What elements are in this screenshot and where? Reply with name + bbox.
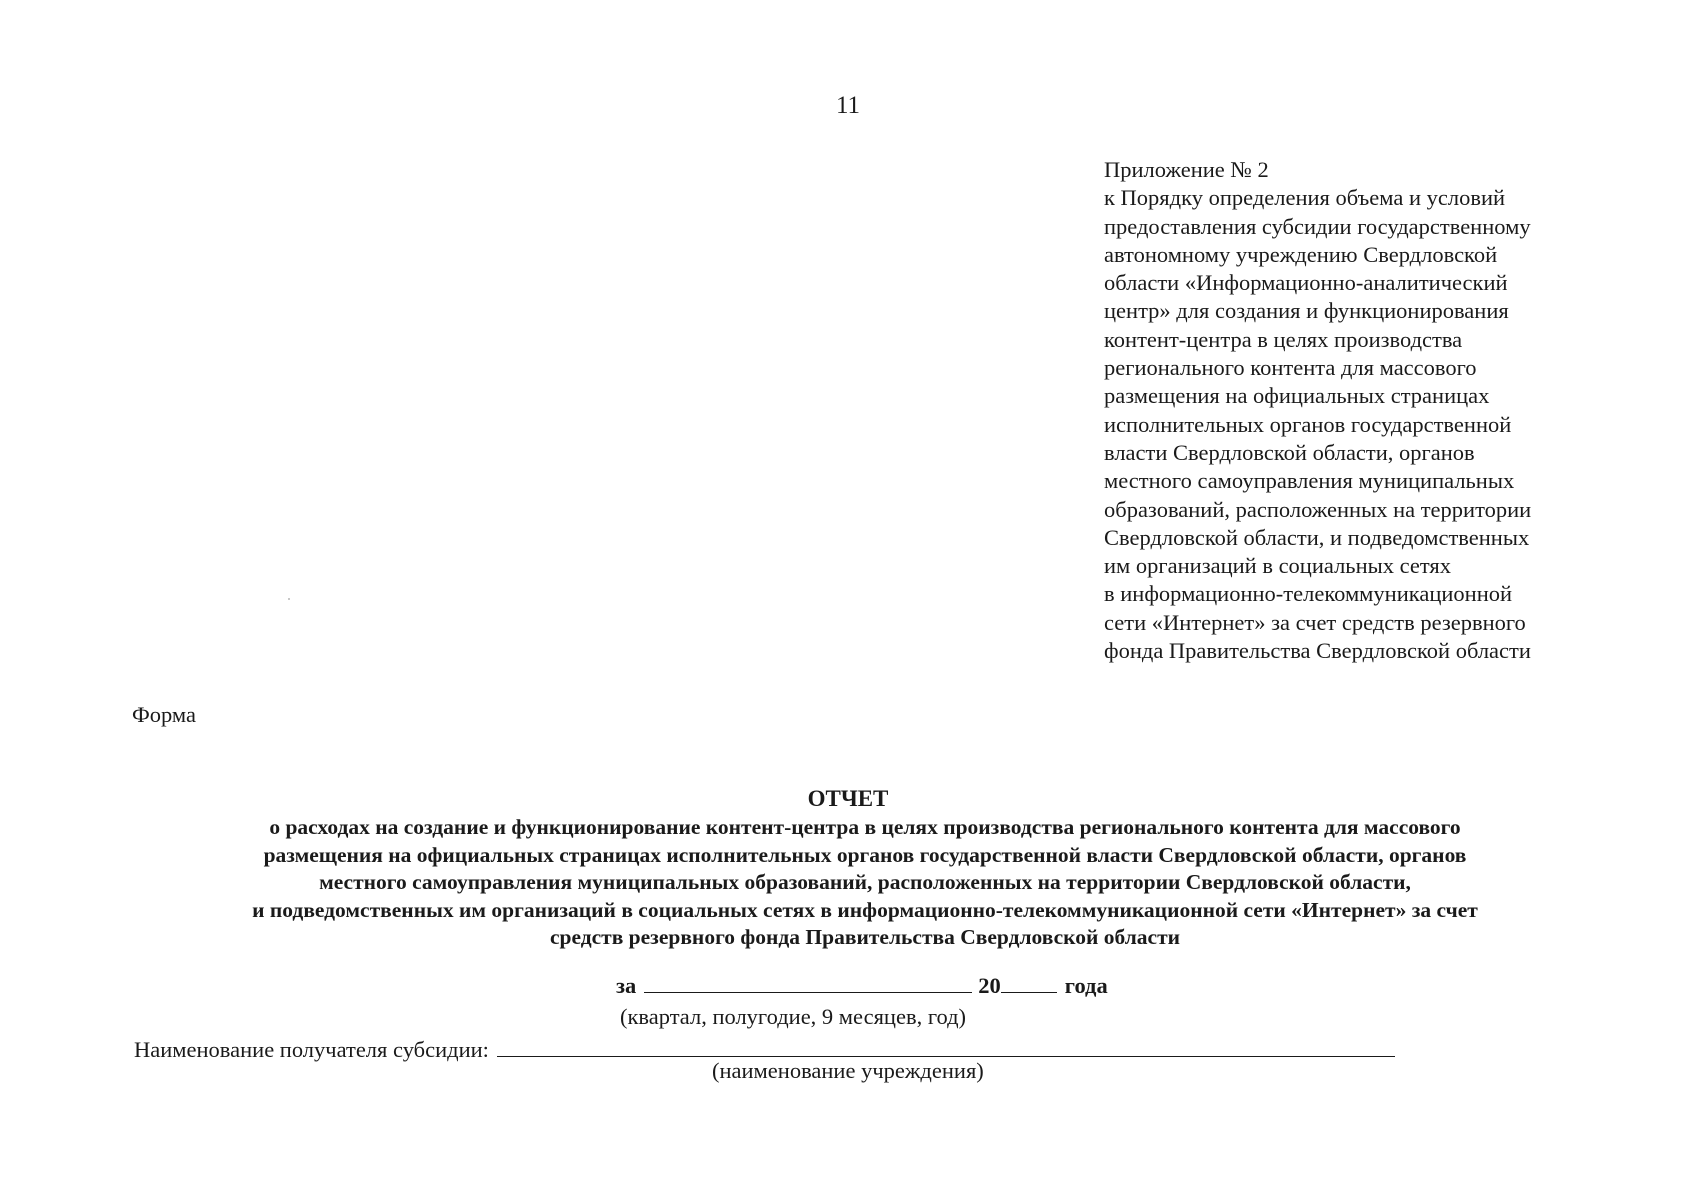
appendix-line: центр» для создания и функционирования — [1104, 298, 1509, 324]
report-subtitle-line: местного самоуправления муниципальных образований, расположенных на территории Свердловской области, — [319, 870, 1411, 894]
page-number: 11 — [835, 92, 861, 119]
period-hint: (квартал, полугодие, 9 месяцев, год) — [620, 1004, 967, 1029]
period-blank-field[interactable] — [644, 972, 972, 993]
appendix-line: контент-центра в целях производства — [1104, 326, 1463, 352]
report-subtitle-line: и подведомственных им организаций в социальных сетях в информационно-телекоммуникационной сети «Интернет» за счет — [252, 897, 1478, 922]
year-blank-field[interactable] — [1001, 972, 1057, 993]
appendix-line: образований, расположенных на территории — [1104, 496, 1532, 522]
appendix-line: исполнительных органов государственной — [1104, 411, 1512, 437]
appendix-line: автономному учреждению Свердловской — [1104, 241, 1498, 267]
period-year-prefix: 20 — [978, 973, 1001, 998]
appendix-line: им организаций в социальных сетях — [1104, 553, 1451, 579]
report-period-row — [616, 972, 1108, 999]
appendix-line: фонда Правительства Свердловской области — [1104, 638, 1531, 664]
appendix-line: власти Свердловской области, органов — [1104, 439, 1475, 465]
appendix-line: области «Информационно-аналитический — [1104, 270, 1508, 296]
appendix-line: предоставления субсидии государственному — [1104, 213, 1531, 239]
appendix-line: в информационно-телекоммуникационной — [1104, 581, 1513, 607]
appendix-line: сети «Интернет» за счет средств резервного — [1104, 609, 1526, 635]
recipient-blank-field[interactable] — [497, 1036, 1395, 1057]
appendix-line: Приложение № 2 — [1104, 157, 1269, 182]
period-prefix: за — [616, 973, 637, 998]
appendix-line: Свердловской области, и подведомственных — [1104, 524, 1530, 550]
scan-speck — [288, 598, 290, 600]
recipient-hint: (наименование учреждения) — [712, 1058, 984, 1083]
period-suffix: года — [1064, 973, 1108, 998]
form-label: Форма — [132, 702, 197, 727]
recipient-label: Наименование получателя субсидии: — [134, 1037, 489, 1062]
appendix-line: к Порядку определения объема и условий — [1104, 185, 1506, 211]
report-subtitle-line: о расходах на создание и функционирование контент-центра в целях производства регионального контента для массового — [269, 815, 1461, 839]
report-subtitle — [150, 814, 1580, 952]
report-subtitle-line: размещения на официальных страницах исполнительных органов государственной власти Свердловской области, органов — [263, 842, 1467, 867]
appendix-line: местного самоуправления муниципальных — [1104, 468, 1515, 494]
appendix-line: регионального контента для массового — [1104, 355, 1477, 381]
report-title: ОТЧЕТ — [807, 786, 889, 811]
report-subtitle-line: средств резервного фонда Правительства Свердловской области — [549, 925, 1181, 949]
appendix-line: размещения на официальных страницах — [1104, 383, 1490, 409]
appendix-header — [1104, 156, 1664, 665]
